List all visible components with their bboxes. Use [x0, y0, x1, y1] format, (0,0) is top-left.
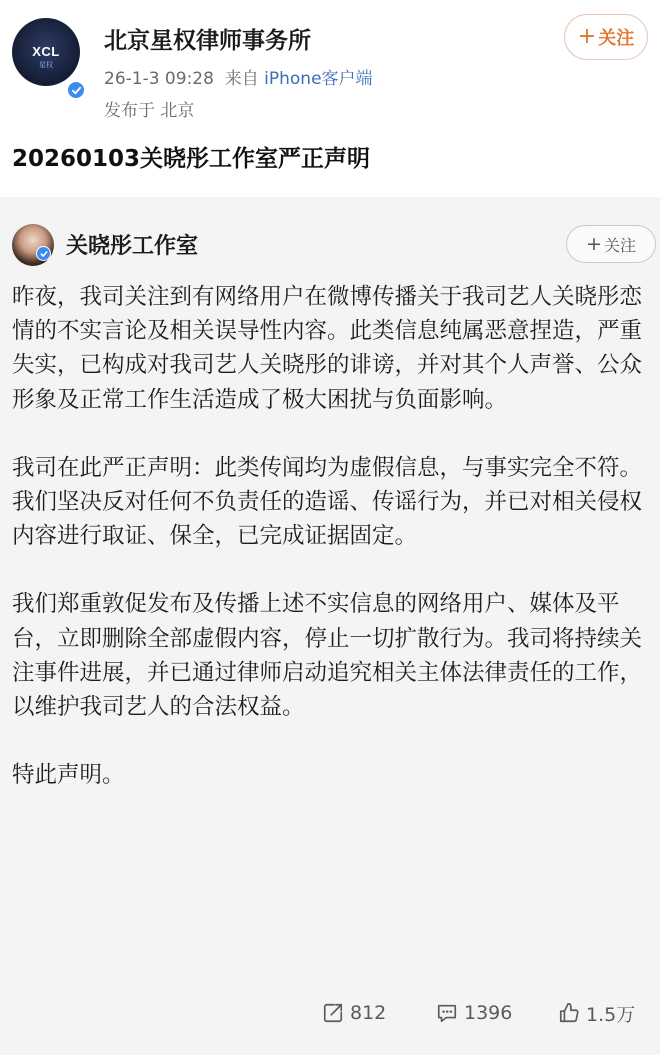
like-count: 1.5万: [586, 1003, 636, 1026]
statement-paragraph: 昨夜，我司关注到有网络用户在微博传播关于我司艺人关晓彤恋情的不实言论及相关误导性内容。此类信息纯属恶意捏造，严重失实，已构成对我司艺人关晓彤的诽谤，并对其个人声誉、公众形象及正常工作生活造成了极大困扰与负面影响。: [12, 284, 643, 413]
statement-closing: 特此声明。: [12, 762, 125, 789]
account-name[interactable]: 北京星权律师事务所: [104, 28, 311, 54]
statement-body: [12, 280, 648, 792]
plus-icon: +: [577, 23, 597, 49]
comment-count: 1396: [464, 1002, 513, 1024]
repost-follow-label: 关注: [603, 235, 636, 255]
statement-paragraph: 我司在此严正声明：此类传闻均为虚假信息，与事实完全不符。我们坚决反对任何不负责任的造谣、传谣行为，并已对相关侵权内容进行取证、保全，已完成证据固定。: [12, 454, 643, 550]
post-header: [0, 0, 660, 130]
comment-action[interactable]: [436, 996, 512, 1030]
repost-icon: [322, 1002, 344, 1024]
comment-icon: [436, 1002, 458, 1024]
follow-button-label: 关注: [598, 28, 635, 49]
post-title: 20260103关晓彤工作室严正声明: [12, 146, 371, 172]
verified-badge-icon: [66, 80, 86, 100]
statement-paragraph: 我们郑重敦促发布及传播上述不实信息的网络用户、媒体及平台，立即删除全部虚假内容，停止一切扩散行为。我司将持续关注事件进展，并已通过律师启动追究相关主体法律责任的工作，以维护我司艺人的合法权益。: [12, 591, 643, 721]
post-timestamp: 26-1-3 09:28: [104, 69, 214, 89]
repost-follow-button[interactable]: [566, 225, 656, 263]
plus-icon: +: [586, 233, 602, 255]
post-location: 发布于 北京: [104, 101, 195, 121]
account-avatar[interactable]: [12, 18, 80, 86]
repost-count: 812: [350, 1002, 387, 1024]
verified-badge-icon: [36, 246, 51, 261]
source-prefix: 来自: [224, 69, 259, 89]
follow-button[interactable]: [564, 14, 648, 60]
thumbs-up-icon: [558, 1002, 580, 1024]
post-source-link[interactable]: iPhone客户端: [264, 69, 373, 89]
repost-action[interactable]: [322, 996, 386, 1030]
post-meta: [104, 64, 373, 89]
avatar-logo-text: XCL: [32, 44, 60, 59]
avatar-logo-subtext: 星权: [39, 62, 53, 69]
repost-author-name[interactable]: 关晓彤工作室: [66, 234, 199, 259]
like-action[interactable]: [558, 996, 635, 1030]
